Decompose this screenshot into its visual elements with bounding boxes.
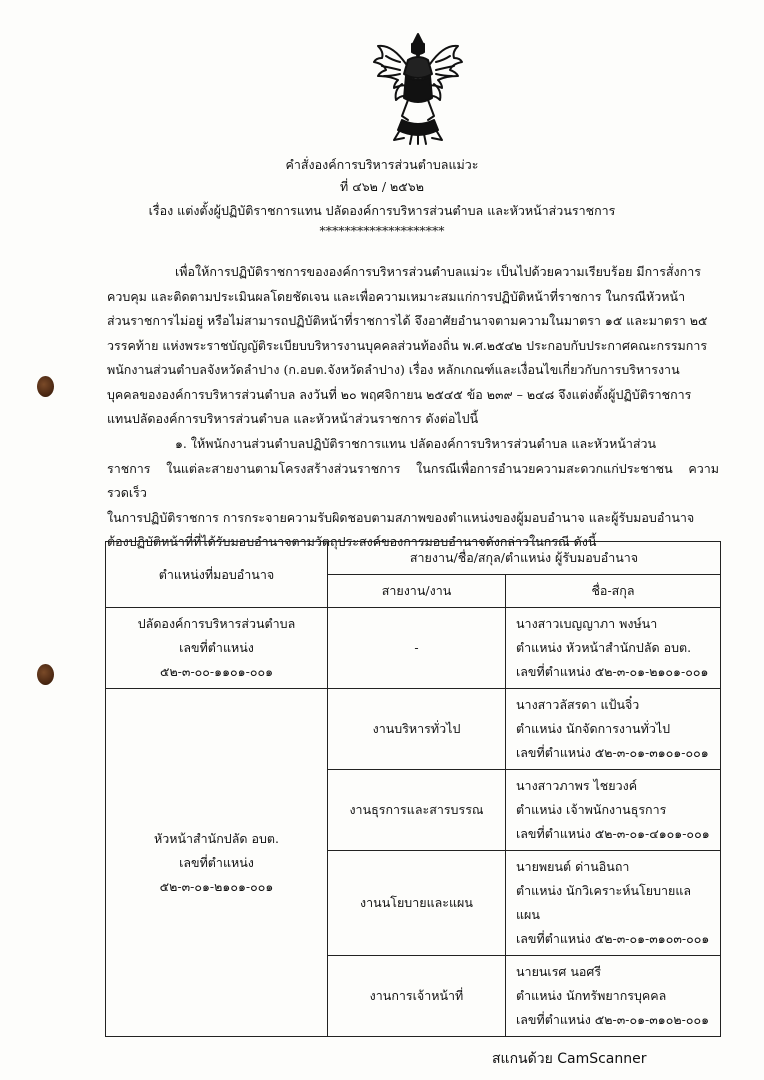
person-position-no: เลขที่ตำแหน่ง ๕๒-๓-๐๑-๒๑๐๑-๐๐๑ [516,664,709,679]
position-no-label: เลขที่ตำแหน่ง [179,640,254,655]
punch-hole [37,376,54,397]
paragraph-1-line: วรรคท้าย แห่งพระราชบัญญัติระเบียบบริหารงานบุคคลส่วนท้องถิ่น พ.ศ.๒๕๔๒ ประกอบกับประกาศคณะกรรมการ [107,337,708,353]
paragraph-1-line: เพื่อให้การปฏิบัติราชการขององค์การบริหารส่วนตำบลแม่วะ เป็นไปด้วยความเรียบร้อย มีการสั่งการ [175,264,701,279]
paragraph-2-line: ในการปฏิบัติราชการ การกระจายความรับผิดชอบตามสภาพของตำแหน่งของผู้มอบอำนาจ และผู้รับมอบอำนาจ [107,509,695,525]
position-no-label: เลขที่ตำแหน่ง [179,854,254,870]
paragraph-1-line: ควบคุม และติดตามประเมินผลโดยชัดเจน และเพื่อความเหมาะสมแก่การปฏิบัติหน้าที่ราชการ ในกรณีหัวหน้า [107,288,686,304]
person-cell [506,689,721,770]
camscanner-watermark: สแกนด้วย CamScanner [492,1051,647,1067]
paragraph-1-line: บุคคลขององค์การบริหารส่วนตำบล ลงวันที่ ๒๐ พฤศจิกายน ๒๕๔๕ ข้อ ๒๓๙ – ๒๔๘ จึงแต่งตั้งผู้ปฏิบัติราชการ [107,386,692,402]
person-name: นายพยนต์ ด่านอินถา [516,859,630,874]
work-cell: งานธุรการและสารบรรณ [328,770,506,851]
delegation-table [105,541,721,1037]
paragraph-2-line: ต้องปฏิบัติหน้าที่ที่ได้รับมอบอำนาจตามวัตถุประสงค์ของการมอบอำนาจดังกล่าวในกรณี ดังนี้ [107,534,597,549]
order-title: คำสั่งองค์การบริหารส่วนตำบลแม่วะ [285,157,479,172]
punch-hole [37,664,54,685]
position-cell [106,608,328,689]
person-name: นางสาวเบญญาภา พงษ์นา [516,616,658,631]
person-name: นายนเรศ นอศรี [516,964,602,979]
position-name: ปลัดองค์การบริหารส่วนตำบล [137,616,296,631]
separator-stars: ******************** [319,223,445,238]
header-work: สายงาน/งาน [328,575,506,608]
person-position-no: เลขที่ตำแหน่ง ๕๒-๓-๐๑-๓๑๐๓-๐๐๑ [516,931,710,946]
position-no: ๕๒-๓-๐๑-๒๑๐๑-๐๐๑ [159,878,274,894]
work-cell: งานบริหารทั่วไป [328,689,506,770]
work-cell: - [328,608,506,689]
order-number: ที่ ๔๖๒ / ๒๕๖๒ [340,179,424,194]
person-cell [506,770,721,851]
person-name: นางสาวภาพร ไชยวงค์ [516,778,638,793]
paragraph-2-line: ราชการ ในแต่ละสายงานตามโครงสร้างส่วนราชการ ในกรณีเพื่อการอำนวยความสะดวกแก่ประชาชน ความรวดเร็ว [107,460,719,500]
position-name: หัวหน้าสำนักปลัด อบต. [153,830,280,846]
paragraph-1-line: แทนปลัดองค์การบริหารส่วนตำบล และหัวหน้าส่วนราชการ ดังต่อไปนี้ [107,411,479,426]
table-row [106,608,721,689]
header-position: ตำแหน่งที่มอบอำนาจ [106,542,328,608]
position-cell [106,689,328,1037]
person-cell [506,608,721,689]
paragraph-2 [107,432,719,555]
person-title: ตำแหน่ง เจ้าพนักงานธุรการ [516,802,667,817]
paragraph-2-line: ๑. ให้พนักงานส่วนตำบลปฏิบัติราชการแทน ปลัดองค์การบริหารส่วนตำบล และหัวหน้าส่วน [175,436,657,451]
position-no: ๕๒-๓-๐๐-๑๑๐๑-๐๐๑ [159,664,274,679]
person-title: ตำแหน่ง นักวิเคราะห์นโยบายแลแผน [516,883,692,922]
order-subject: เรื่อง แต่งตั้งผู้ปฏิบัติราชการแทน ปลัดองค์การบริหารส่วนตำบล และหัวหน้าส่วนราชการ [148,203,616,218]
person-cell [506,956,721,1037]
garuda-emblem-icon [372,30,464,146]
person-title: ตำแหน่ง หัวหน้าสำนักปลัด อบต. [516,640,692,655]
person-title: ตำแหน่ง นักจัดการงานทั่วไป [516,721,671,736]
person-position-no: เลขที่ตำแหน่ง ๕๒-๓-๐๑-๔๑๐๑-๐๐๑ [516,826,710,841]
person-position-no: เลขที่ตำแหน่ง ๕๒-๓-๐๑-๓๑๐๒-๐๐๑ [516,1012,710,1027]
person-cell [506,851,721,956]
paragraph-1-line: ส่วนราชการไม่อยู่ หรือไม่สามารถปฏิบัติหน้าที่ราชการได้ จึงอาศัยอำนาจตามความในมาตรา ๑๕ และมาตรา ๒๕ [107,313,708,328]
work-cell: งานนโยบายและแผน [328,851,506,956]
table-header-row [106,542,721,575]
work-cell: งานการเจ้าหน้าที่ [328,956,506,1037]
person-name: นางสาวลัสรดา แป้นจิ๋ว [516,697,640,712]
table-row [106,689,721,770]
header-name: ชื่อ-สกุล [506,575,721,608]
paragraph-1-line: พนักงานส่วนตำบลจังหวัดลำปาง (ก.อบต.จังหวัดลำปาง) เรื่อง หลักเกณฑ์และเงื่อนไขเกี่ยวกับการบริหารงาน [107,362,680,377]
person-title: ตำแหน่ง นักทรัพยากรบุคคล [516,988,667,1003]
header-recipient-group: สายงาน/ชื่อ/สกุล/ตำแหน่ง ผู้รับมอบอำนาจ [328,542,721,575]
paragraph-1 [107,260,719,432]
person-position-no: เลขที่ตำแหน่ง ๕๒-๓-๐๑-๓๑๐๑-๐๐๑ [516,745,709,760]
